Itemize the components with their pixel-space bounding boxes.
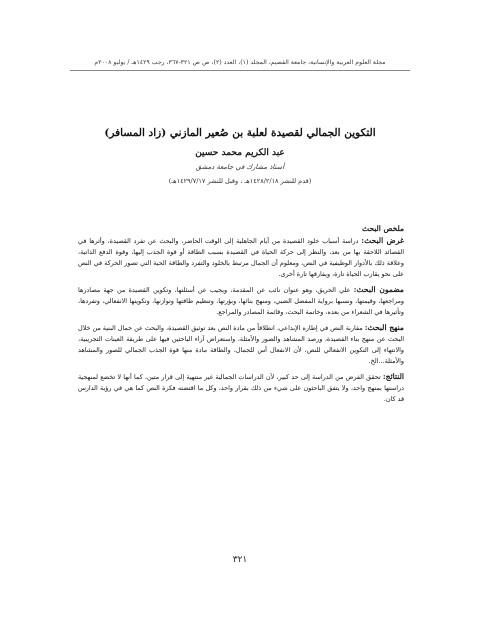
section-text: علي الحريق، وهو عنوان نائب عن المقدمة، ويجيب عن أسئلتها، وتكوين القصيدة من جهة مصادرها ومراجعها، وقيمتها، ونسبها برواية المفضل الضبي، ومنهج بنائها، وبؤرتها، وتنظيم طاقتها وتوازنها، وتكوينها الانفعالي، وتفردها، وتأثيرها في الشعراء من بعده، وخاتمة البحث، وقائمة المصادر والمراجع. [78,286,404,316]
author-affiliation: أستاذ مشارك في جامعة دمشق [195,163,285,171]
abstract-section-method [78,322,404,367]
abstract-section-results [78,371,404,405]
submission-dates: (قدم للنشر ١٤٢٨/٢/١٨هـ ، وقبل للنشر ١٤٢٩/٧/١٧هـ) [168,177,312,185]
section-label: منهج البحث: [364,323,404,332]
section-text: دراسة أسباب خلود القصيدة من أيام الجاهلية إلى الوقت الحاضر، والبحث عن تفرد القصيدة، وأثرها في القصائد اللاحقة بها من بعد، والنظر إلى حركة الحياة في القصيدة بسبب الطاقة أو قوة الجذب إليها، وقوة الدفع الذاتية، وعلاقة ذلك بالأدوار الوظيفية في النص، ومعلوم أن الجمال مرتبط بالخلود والتفرد والطاقة الحية التي تصور الحركة في النص على نحو يقارب الحياة تارة، ويفارقها تارة أخرى. [78,237,404,278]
running-header: مجلة العلوم العربية والإنسانية، جامعة القصيم، المجلد (١)، العدد (٢)، ص ص ٣٢١-٣٦٧، رجب ١٤٢٩هـ / يوليو ٢٠٠٨م [70,59,410,71]
abstract [78,223,404,409]
section-text: تحقق الفرض من الدراسة إلى حد كبير، لأن الدراسات الجمالية غير منتهية إلى قرار متين، كما أنها لا تخضع لمنهجية دراستها بمنهج واحد، ولا يتفق الباحثون على شيء من ذلك بقرار واحد، وكل ما اقتضته فكرة النص كما هي في رؤية الدارس قد كان. [78,373,404,403]
section-label: غرض البحث: [361,236,404,245]
section-text: مقاربة النص في إطاره الإبداعي، انطلاقاً من مادة النص بعد توثيق القصيدة، والبحث عن جمال البنية من خلال البحث عن منهج بناء القصيدة، ورصد المشاهد والصور والأمثلة، واستعراض آراء الباحثين فيها على طريقة العينات التجريبية، والانتهاء إلى التكوين الانفعالي للنص، لأن الانفعال أس للجمال، والطاقة مادة منها قوة الجذب الجمالي للصور والمشاهد والأمثلة...الخ. [78,324,404,365]
abstract-section-content [78,284,404,318]
section-label: النتائج: [382,372,404,381]
page-number: ٣٢١ [232,555,248,565]
author-name: عبد الكريم محمد حسين [195,148,285,158]
abstract-heading: ملخص البحث [362,224,404,233]
section-label: مضمون البحث: [353,285,404,294]
abstract-section-purpose [78,235,404,280]
article-title: التكوين الجمالي لقصيدة لعلبة بن صُعير المازني (زاد المسافر) [104,127,376,139]
